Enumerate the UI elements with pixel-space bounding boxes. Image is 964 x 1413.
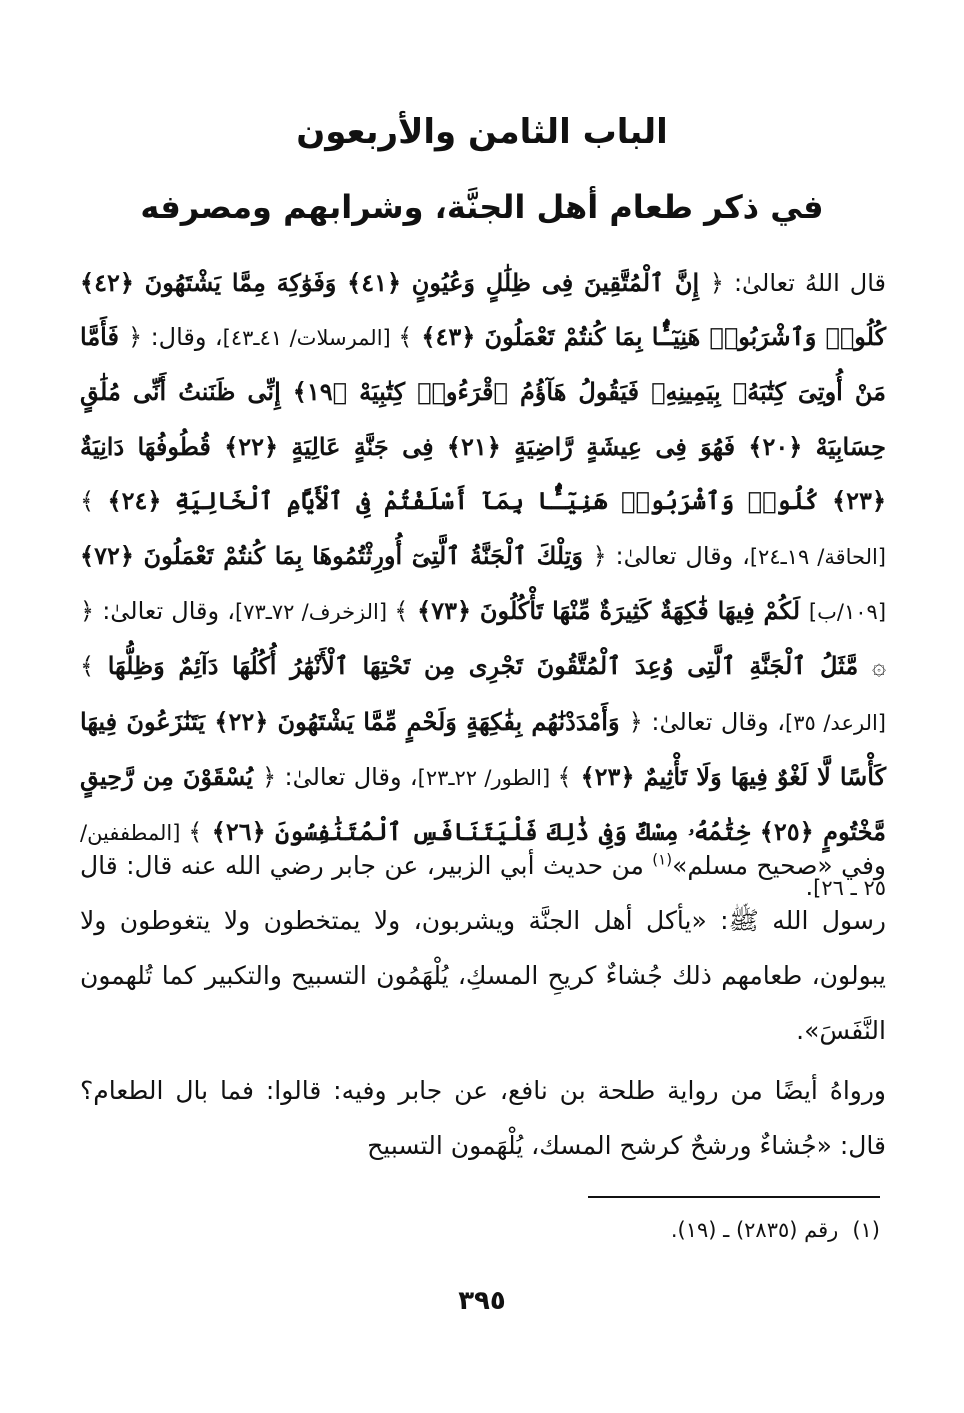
- verse-bracket: ﴿: [128, 323, 143, 352]
- intro-text: ، وقال تعالىٰ:: [276, 762, 418, 791]
- footnote: [560, 1218, 880, 1242]
- quran-verse: مَّثَلُ ٱلْجَنَّةِ ٱلَّتِى وُعِدَ ٱلْمُتَّقُونَ تَجْرِى مِن تَحْتِهَا ٱلْأَنْهَٰرُ أُكُلُهَا دَآئِمٌ وَظِلُّهَا: [94, 651, 872, 681]
- intro-text: ، وقال تعالىٰ:: [94, 597, 235, 626]
- intro-text: .: [805, 873, 814, 902]
- quran-verses-paragraph: [80, 256, 886, 915]
- muslim-hadith-paragraph: [80, 838, 886, 1058]
- footnote-text: رقم (٢٨٣٥) ـ (١٩).: [670, 1218, 839, 1242]
- footnote-marker: (١): [652, 850, 673, 869]
- quran-verse: يُسْقَوْنَ مِن رَّحِيقٍ مَّخْتُومٍ ﴿٢٥﴾ خِتَٰمُهُۥ مِسْكٌ وَفِى ذَٰلِكَ فَلْيَتَنَافَسِ ٱلْمُتَنَٰفِسُونَ ﴿٢٦﴾: [80, 761, 886, 847]
- verse-bracket: ﴿ ۞: [80, 597, 886, 681]
- quran-verse: لَكُمْ فِيهَا فَٰكِهَةٌ كَثِيرَةٌ مِّنْهَا تَأْكُلُونَ ﴿٧٣﴾: [408, 596, 809, 626]
- hadith-intro-text: وفي «صحيح مسلم»: [672, 851, 886, 880]
- intro-text: ، وقال:: [142, 323, 223, 352]
- chapter-subtitle: في ذكر طعام أهل الجنَّة، وشرابهم ومصرفه: [140, 188, 824, 226]
- surah-reference: [الطور/ ٢٢ـ٢٣]: [417, 765, 558, 790]
- page-number: ٣٩٥: [458, 1286, 506, 1316]
- verse-bracket: ﴾: [188, 818, 203, 847]
- chapter-title: الباب الثامن والأربعون: [296, 112, 668, 152]
- surah-reference: [الزخرف/ ٧٢ـ٧٣]: [234, 600, 395, 625]
- verse-bracket: ﴾: [398, 323, 413, 352]
- footnote-number: (١): [852, 1218, 880, 1242]
- verse-bracket: ﴾: [80, 486, 95, 515]
- verse-bracket: ﴿: [628, 707, 643, 736]
- quran-verse: وَأَمْدَدْنَٰهُم بِفَٰكِهَةٍ وَلَحْمٍ مِّمَّا يَشْتَهُونَ ﴿٢٢﴾ يَتَنَٰزَعُونَ فِيهَا كَأْسًا لَّا لَغْوٌ فِيهَا وَلَا تَأْثِيمٌ ﴿٢٣﴾: [80, 706, 887, 791]
- intro-text: ، وقال تعالىٰ:: [642, 707, 785, 736]
- footnote-divider: [588, 1196, 880, 1198]
- surah-reference: [الحاقة/ ١٩ـ٢٤]: [749, 545, 887, 570]
- talha-narration-paragraph: ورواهُ أيضًا من رواية طلحة بن نافع، عن جابر وفيه: قالوا: فما بال الطعام؟ قال: «جُشاءٌ ورشحٌ كرشح المسك، يُلْهَمون التسبيح: [80, 1076, 886, 1160]
- intro-text: قال اللهُ تعالىٰ:: [723, 269, 887, 297]
- surah-reference: [المرسلات/ ٤١ـ٤٣]: [222, 326, 399, 351]
- surah-reference: [المطففين/ ٢٥ ـ ٢٦]: [80, 821, 886, 901]
- surah-reference: [الرعد/ ٣٥]: [785, 710, 886, 735]
- verse-bracket: ﴿: [592, 542, 607, 571]
- quran-verse: وَتِلْكَ ٱلْجَنَّةُ ٱلَّتِىٓ أُورِثْتُمُوهَا بِمَا كُنتُمْ تَعْمَلُونَ ﴿٧٢﴾: [80, 541, 593, 571]
- quran-verse: فَأَمَّا مَنْ أُوتِىَ كِتَٰبَهُۥ بِيَمِينِهِۦ فَيَقُولُ هَآؤُمُ ٱقْرَءُوا۟ كِتَٰبِيَهْ ﴿١٩﴾ إِنِّى ظَنَنتُ أَنِّى مُلَٰقٍ حِسَابِيَهْ ﴿٢٠﴾ فَهُوَ فِى عِيشَةٍ رَّاضِيَةٍ ﴿٢١﴾ فِى جَنَّةٍ عَالِيَةٍ ﴿٢٢﴾ قُطُوفُهَا دَانِيَةٌ ﴿٢٣﴾ كُلُوا۟ وَٱشْرَبُوا۟ هَنِيٓـًٔۢا بِمَآ أَسْلَفْتُمْ فِى ٱلْأَيَّامِ ٱلْخَالِيَةِ ﴿٢٤﴾: [80, 322, 887, 515]
- verse-bracket: ﴾: [557, 762, 572, 791]
- verse-bracket: ﴾: [80, 652, 95, 681]
- verse-bracket: ﴾: [394, 597, 409, 626]
- verse-bracket: ﴿: [262, 762, 277, 791]
- surah-reference: [١٠٩/ب]: [808, 600, 887, 625]
- quran-verse: إِنَّ ٱلْمُتَّقِينَ فِى ظِلَٰلٍ وَعُيُونٍ ﴿٤١﴾ وَفَوَٰكِهَ مِمَّا يَشْتَهُونَ ﴿٤٢﴾ كُلُوا۟ وَٱشْرَبُوا۟ هَنِيٓـًٔۢا بِمَا كُنتُمْ تَعْمَلُونَ ﴿٤٣﴾: [80, 268, 887, 352]
- verse-bracket: ﴿: [709, 269, 724, 297]
- hadith-body-text: من حديث أبي الزبير، عن جابر رضي الله عنه قال: قال رسول الله ﷺ: «يأكل أهل الجنَّة ويشربون، ولا يمتخطون ولا يتغوطون ولا يبولون، طعامهم ذلك جُشاءٌ كريحِ المسكِ، يُلْهَمُون التسبيح والتكبير كما تُلهمون النَّفَسَ».: [80, 851, 886, 1045]
- intro-text: ، وقال تعالىٰ:: [606, 542, 750, 571]
